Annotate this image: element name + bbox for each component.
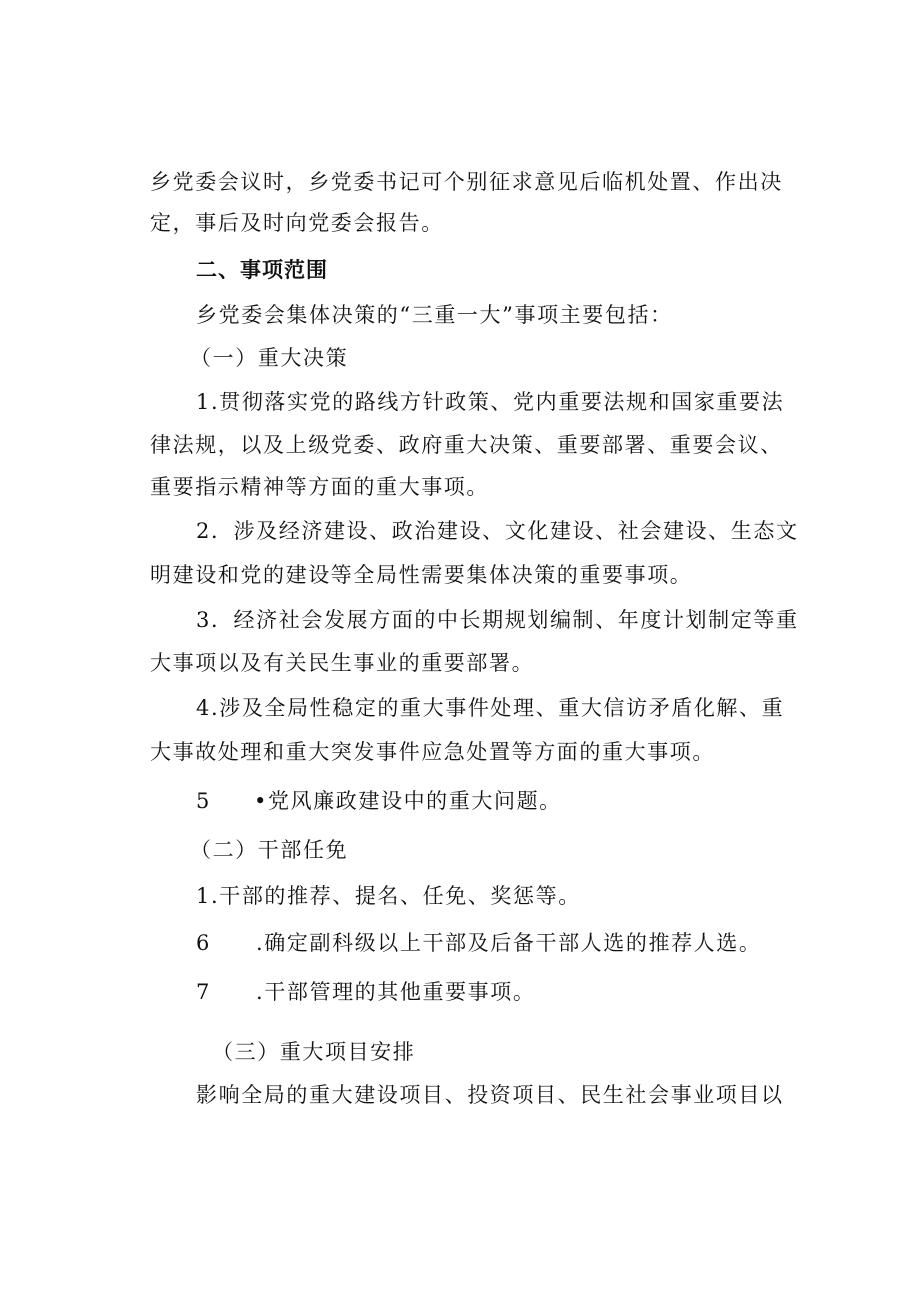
body-text-line: 大事项以及有关民生事业的重要部署。 [150, 651, 535, 675]
body-text-line: 乡党委会议时，乡党委书记可个别征求意见后临机处置、作出决 [150, 170, 783, 194]
body-text-line: 定，事后及时向党委会报告。 [150, 211, 444, 235]
list-item-text: 1.贯彻落实党的路线方针政策、党内重要法规和国家重要法 [196, 390, 785, 414]
list-item-text: •党风廉政建设中的重大问题。 [254, 789, 562, 813]
subsection-heading: （三）重大项目安排 [212, 1040, 416, 1064]
list-item-text: .确定副科级以上干部及后备干部人选的推荐人选。 [256, 931, 762, 955]
subsection-heading: （一）重大决策 [190, 346, 349, 370]
body-text-line: 影响全局的重大建设项目、投资项目、民生社会事业项目以 [196, 1083, 784, 1107]
section-heading: 二、事项范围 [196, 258, 328, 282]
body-text-line: 重要指示精神等方面的重大事项。 [150, 475, 489, 499]
body-text-line: 乡党委会集体决策的“三重一大”事项主要包括： [196, 303, 673, 327]
body-text-line: 明建设和党的建设等全局性需要集体决策的重要事项。 [150, 563, 693, 587]
list-item-text: 1.干部的推荐、提名、任免、奖惩等。 [196, 884, 581, 908]
list-item-text: 2．涉及经济建设、政治建设、文化建设、社会建设、生态文 [196, 519, 799, 543]
list-item-text: 4.涉及全局性稳定的重大事件处理、重大信访矛盾化解、重 [196, 696, 785, 720]
list-item-text: 3．经济社会发展方面的中长期规划编制、年度计划制定等重 [196, 608, 799, 632]
subsection-heading: （二）干部任免 [190, 838, 349, 862]
list-item-number: 7 [196, 980, 211, 1004]
list-item-text: .干部管理的其他重要事项。 [256, 980, 536, 1004]
body-text-line: 律法规，以及上级党委、政府重大决策、重要部署、重要会议、 [150, 433, 783, 457]
list-item-number: 5 [196, 789, 211, 813]
body-text-line: 大事故处理和重大突发事件应急处置等方面的重大事项。 [150, 740, 715, 764]
list-item-number: 6 [196, 931, 211, 955]
